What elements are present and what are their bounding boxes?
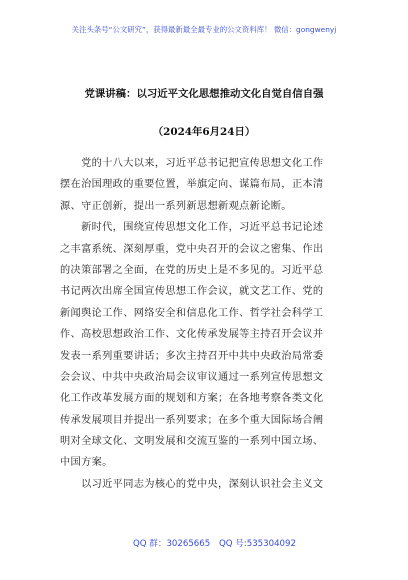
body-line: 明对全球文化、文明发展和交流互鉴的一系列中国立场、 bbox=[60, 436, 324, 448]
header-banner: 关注头条号“公文研究”，获得最新最全最专业的公文资料库！ 微信：gongwenyj bbox=[71, 25, 337, 34]
body-line: 摆在治国理政的重要位置，举旗定向、谋篇布局，正本清 bbox=[60, 179, 324, 191]
qq-number: QQ 号:535304092 bbox=[219, 539, 296, 549]
body-line: 以习近平同志为核心的党中央，深刻认识社会主义文 bbox=[60, 478, 324, 490]
body-line: 中国方案。 bbox=[60, 457, 113, 469]
document-body bbox=[60, 153, 350, 495]
body-line: 新闻舆论工作、网络安全和信息化工作、哲学社会科学工 bbox=[60, 307, 324, 319]
body-line: 发表一系列重要讲话；多次主持召开中共中央政治局常委 bbox=[60, 350, 324, 362]
body-line: 会会议、中共中央政治局会议审议通过一系列宣传思想文 bbox=[60, 371, 324, 383]
body-line: 新时代，围绕宣传思想文化工作，习近平总书记论述 bbox=[60, 222, 324, 234]
body-line: 党的十八大以来，习近平总书记把宣传思想文化工作 bbox=[60, 158, 324, 169]
body-line: 化工作改革发展方面的规划和方案；在各地考察各类文化 bbox=[60, 393, 324, 405]
qq-group-number: QQ 群：30265665 bbox=[133, 539, 211, 549]
body-line: 书记两次出席全国宣传思想工作会议，就文艺工作、党的 bbox=[60, 286, 324, 298]
document-date: （2024年6月24日） bbox=[152, 126, 256, 138]
body-line: 的决策部署之全面，在党的历史上是不多见的。习近平总 bbox=[60, 264, 324, 276]
body-line: 作、高校思想政治工作、文化传承发展等主持召开会议并 bbox=[60, 329, 324, 341]
body-line: 源、守正创新，提出一系列新思想新观点新论断。 bbox=[60, 200, 292, 212]
document-title: 党课讲稿：以习近平文化思想推动文化自觉自信自强 bbox=[84, 88, 324, 100]
body-line: 之丰富系统、深刻厚重，党中央召开的会议之密集、作出 bbox=[60, 243, 324, 255]
body-line: 传承发展项目并提出一系列要求；在多个重大国际场合阐 bbox=[60, 414, 324, 426]
